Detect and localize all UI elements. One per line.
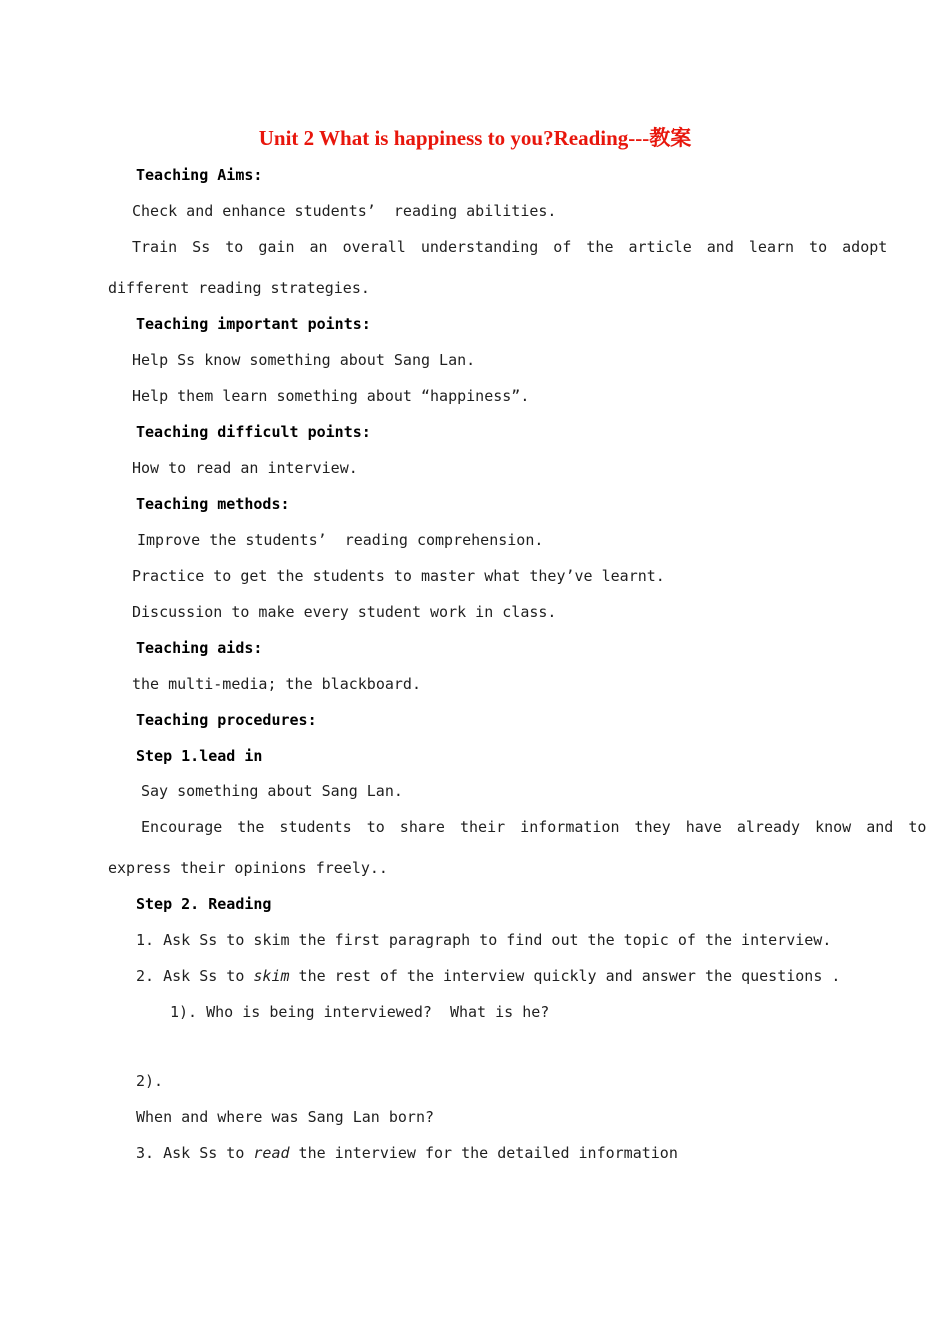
aims-line-3: different reading strategies. (108, 279, 370, 297)
aims-heading: Teaching Aims: (136, 166, 263, 184)
important-line-2: Help them learn something about “happiness”. (132, 387, 530, 405)
procedures-heading: Teaching procedures: (136, 711, 317, 729)
step2-question-1: 1). Who is being interviewed? What is he? (170, 1003, 550, 1021)
step1-heading: Step 1.lead in (136, 747, 263, 765)
important-line-1: Help Ss know something about Sang Lan. (132, 351, 476, 369)
step2-item-2-post: the rest of the interview quickly and answer the questions . (289, 967, 841, 985)
step1-line-3: express their opinions freely.. (108, 859, 388, 877)
difficult-line-1: How to read an interview. (132, 459, 358, 477)
aids-heading: Teaching aids: (136, 639, 263, 657)
step2-item-3-pre: 3. Ask Ss to (136, 1144, 254, 1162)
methods-heading: Teaching methods: (136, 495, 290, 513)
step1-line-1: Say something about Sang Lan. (141, 782, 403, 800)
step2-item-3 (136, 1143, 678, 1163)
aims-line-1: Check and enhance students’ reading abilities. (132, 202, 557, 220)
step2-item-3-post: the interview for the detailed information (289, 1144, 678, 1162)
methods-line-3: Discussion to make every student work in class. (132, 603, 557, 621)
step2-item-1: 1. Ask Ss to skim the first paragraph to find out the topic of the interview. (136, 931, 832, 949)
aims-line-2: Train Ss to gain an overall understanding of the article and learn to adopt (132, 238, 888, 256)
step1-line-2: Encourage the students to share their information they have already know and to (141, 818, 927, 836)
methods-line-1: Improve the students’ reading comprehension. (137, 531, 544, 549)
step2-question-2-number: 2). (136, 1072, 164, 1090)
important-heading: Teaching important points: (136, 315, 371, 333)
step2-question-2: When and where was Sang Lan born? (136, 1108, 435, 1126)
step2-heading: Step 2. Reading (136, 895, 272, 913)
step2-item-3-em: read (253, 1144, 290, 1162)
document-title: Unit 2 What is happiness to you?Reading---教案 (258, 126, 692, 150)
aids-line-1: the multi-media; the blackboard. (132, 675, 421, 693)
difficult-heading: Teaching difficult points: (136, 423, 371, 441)
step2-item-2 (136, 966, 840, 986)
methods-line-2: Practice to get the students to master what they’ve learnt. (132, 567, 665, 585)
step2-item-2-pre: 2. Ask Ss to (136, 967, 254, 985)
step2-item-2-em: skim (253, 967, 290, 985)
